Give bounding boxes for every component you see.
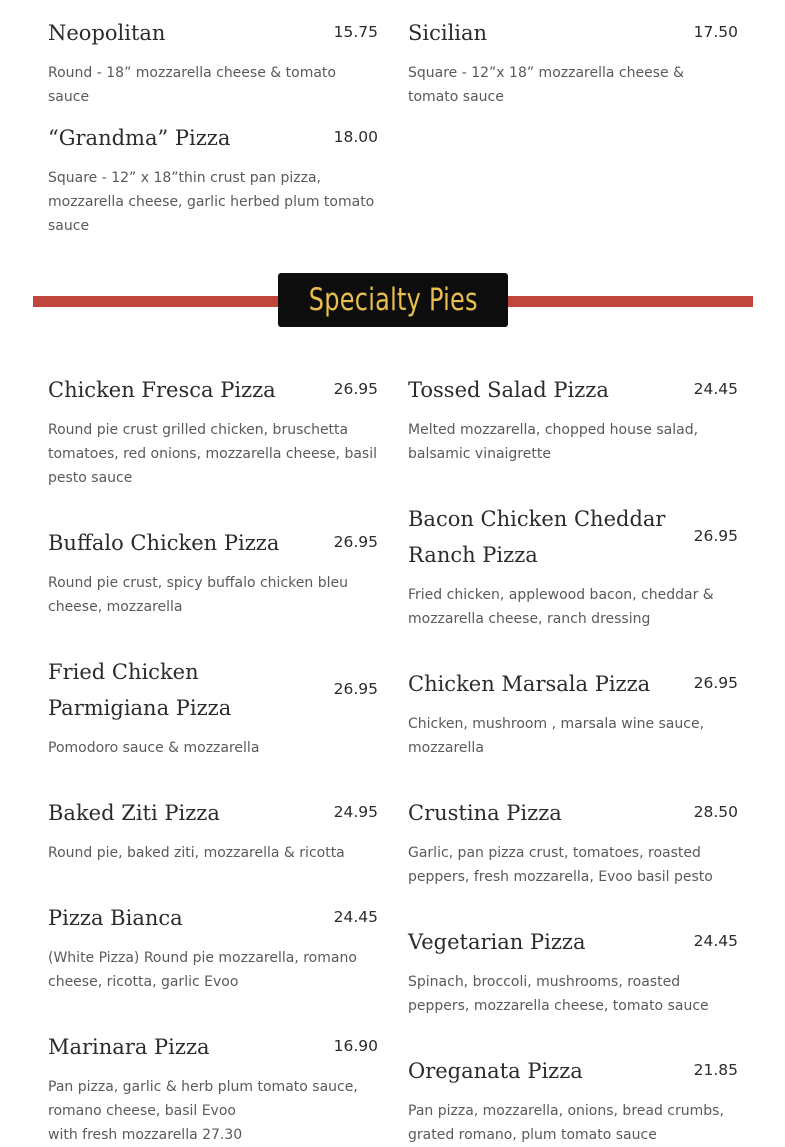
menu-item-tossed-salad-pizza — [408, 372, 738, 466]
menu-item-pizza-bianca — [48, 900, 378, 994]
item-description: Square - 12” x 18”thin crust pan pizza, mozzarella cheese, garlic herbed plum tomato sauce — [48, 170, 375, 234]
item-price: 26.95 — [333, 680, 378, 698]
item-description: Garlic, pan pizza crust, tomatoes, roasted peppers, fresh mozzarella, Evoo basil pesto — [408, 845, 713, 885]
section-title: Specialty Pies — [308, 282, 478, 318]
item-name: Tossed Salad Pizza — [408, 378, 609, 402]
item-price: 24.45 — [693, 932, 738, 950]
item-name: Bacon Chicken Cheddar Ranch Pizza — [408, 507, 666, 567]
item-name: Baked Ziti Pizza — [48, 801, 220, 825]
item-description: Spinach, broccoli, mushrooms, roasted peppers, mozzarella cheese, tomato sauce — [408, 974, 709, 1014]
item-name: Pizza Bianca — [48, 906, 183, 930]
menu-item-fried-chicken-parmigiana-pizza — [48, 654, 378, 760]
item-price: 28.50 — [693, 803, 738, 821]
item-price: 26.95 — [693, 674, 738, 692]
item-description: (White Pizza) Round pie mozzarella, romano cheese, ricotta, garlic Evoo — [48, 950, 357, 990]
item-name: Oreganata Pizza — [408, 1059, 583, 1083]
item-name: Sicilian — [408, 21, 488, 45]
item-name: Vegetarian Pizza — [408, 930, 586, 954]
item-description: Round - 18” mozzarella cheese & tomato sauce — [48, 65, 336, 105]
item-name: Fried Chicken Parmigiana Pizza — [48, 660, 232, 720]
section-title-badge — [278, 273, 508, 327]
menu-item-crustina-pizza — [408, 795, 738, 889]
item-price: 17.50 — [693, 23, 738, 41]
item-price: 24.45 — [693, 380, 738, 398]
item-price: 24.95 — [333, 803, 378, 821]
item-price: 21.85 — [693, 1061, 738, 1079]
section-header-specialty-pies — [0, 273, 785, 327]
item-description: Round pie crust, spicy buffalo chicken bleu cheese, mozzarella — [48, 575, 348, 615]
item-price: 26.95 — [333, 533, 378, 551]
menu-item-vegetarian-pizza — [408, 924, 738, 1018]
item-name: Crustina Pizza — [408, 801, 562, 825]
menu-item-chicken-fresca-pizza — [48, 372, 378, 490]
item-price: 15.75 — [333, 23, 378, 41]
item-description: Melted mozzarella, chopped house salad, balsamic vinaigrette — [408, 422, 699, 462]
item-name: “Grandma” Pizza — [48, 126, 231, 150]
item-price: 26.95 — [693, 527, 738, 545]
item-price: 18.00 — [333, 128, 378, 146]
item-name: Marinara Pizza — [48, 1035, 210, 1059]
menu-item-chicken-marsala-pizza — [408, 666, 738, 760]
item-name: Buffalo Chicken Pizza — [48, 531, 280, 555]
menu-item-bacon-chicken-cheddar-ranch-pizza — [408, 501, 738, 631]
item-description: Pomodoro sauce & mozzarella — [48, 740, 260, 756]
menu-item-baked-ziti-pizza — [48, 795, 378, 865]
item-description: Square - 12”x 18” mozzarella cheese & tomato sauce — [408, 65, 684, 105]
item-price: 26.95 — [333, 380, 378, 398]
item-price: 24.45 — [333, 908, 378, 926]
item-description: Round pie, baked ziti, mozzarella & ricotta — [48, 845, 345, 861]
item-description: Pan pizza, mozzarella, onions, bread crumbs, grated romano, plum tomato sauce — [408, 1103, 724, 1143]
menu-item-grandma-pizza — [48, 120, 378, 238]
item-description: Round pie crust grilled chicken, bruschetta tomatoes, red onions, mozzarella cheese, basil pesto sauce — [48, 422, 377, 486]
item-description: Pan pizza, garlic & herb plum tomato sauce, romano cheese, basil Evoo — [48, 1079, 358, 1119]
menu-item-marinara-pizza — [48, 1029, 378, 1147]
item-name: Neopolitan — [48, 21, 166, 45]
item-description: Chicken, mushroom , marsala wine sauce, mozzarella — [408, 716, 705, 756]
menu-item-buffalo-chicken-pizza — [48, 525, 378, 619]
item-extra-option: with fresh mozzarella 27.30 — [48, 1127, 243, 1143]
item-name: Chicken Fresca Pizza — [48, 378, 276, 402]
menu-item-sicilian — [408, 15, 738, 109]
menu-item-oreganata-pizza — [408, 1053, 738, 1147]
menu-item-neopolitan — [48, 15, 378, 109]
item-name: Chicken Marsala Pizza — [408, 672, 651, 696]
item-price: 16.90 — [333, 1037, 378, 1055]
item-description: Fried chicken, applewood bacon, cheddar & mozzarella cheese, ranch dressing — [408, 587, 714, 627]
